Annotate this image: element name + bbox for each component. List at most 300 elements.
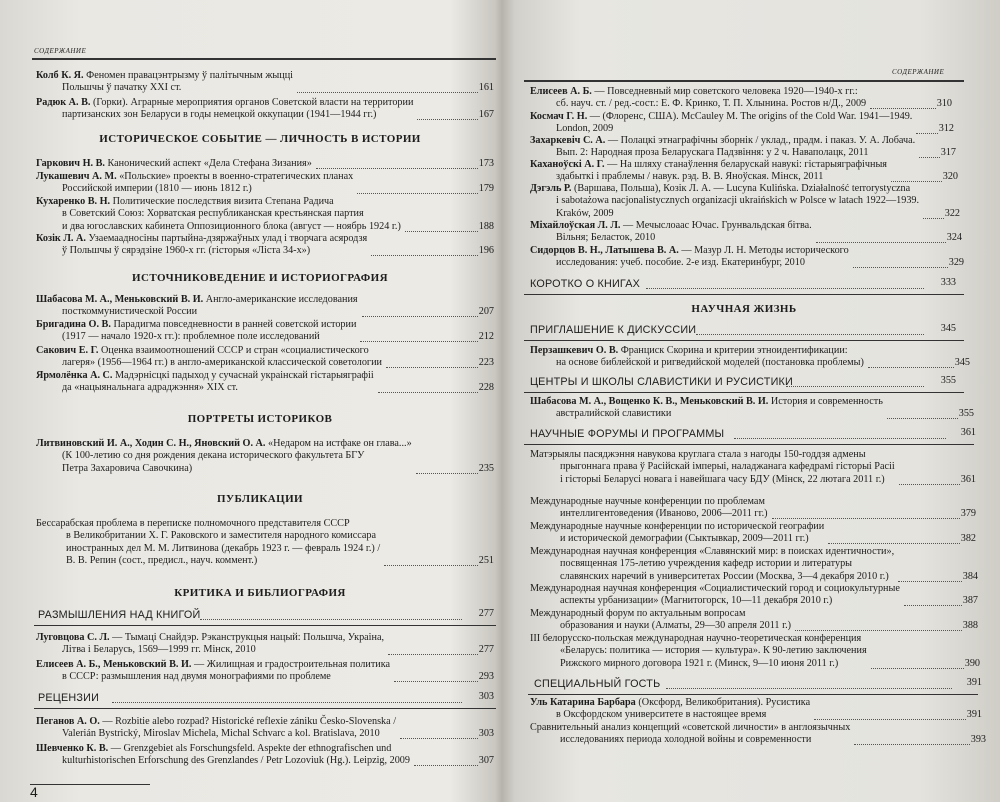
toc-title-text: «Недаром на истфаке он глава...» [268,438,412,449]
toc-title-text: Международная научная конференция «Социалистический город и социокультурные [530,583,900,594]
leader-dots [871,668,964,669]
leader-dots [854,744,970,745]
page-ref: 207 [478,306,494,318]
toc-entry [530,449,895,486]
page-ref: 345 [940,323,956,334]
toc-entry-line [530,496,768,508]
toc-author: Космач Г. Н. [530,111,590,122]
toc-author: Ярмолёнка А. С. [36,370,115,381]
toc-entry-line [36,97,413,109]
page-ref: 324 [946,232,962,244]
toc-title-text: (Варшава, Польша), Козік Л. А. — Lucyna Kulińska. Działalność terrorystyczna [573,183,911,194]
toc-entry-line [530,474,895,486]
toc-entry-line [530,620,791,632]
leader-dots [384,565,478,566]
toc-entry [530,220,812,245]
toc-title-text: — Мазур Л. Н. Методы исторического [681,245,849,256]
toc-entry [530,135,915,160]
subsection-title: РЕЦЕНЗИИ [38,692,100,704]
subsection-title: КОРОТКО О КНИГАХ [530,278,641,290]
leader-dots [388,654,478,655]
leader-dots [362,316,478,317]
leader-dots [814,719,966,720]
toc-title-text: kulturhistorischen Erforschung des Grenzlandes / Petr Lozoviuk (Hg.). Leipzig, 2009 [62,755,410,767]
leader-dots [919,157,940,158]
toc-entry [36,632,384,657]
subsection-title: ПРИГЛАШЕНИЕ К ДИСКУССИИ [530,324,697,336]
toc-entry-line [530,722,850,734]
page-ref: 310 [936,98,952,110]
toc-title-text: иностранных дел М. М. Литвинова (декабрь 1923 г. — февраль 1924 г.) / [66,542,381,554]
toc-title-text: — (Флоренс, США). McCauley M. The origins of the Cold War. 1941—1949. [589,111,913,122]
toc-entry-line [530,195,919,207]
toc-entry [36,743,410,768]
toc-title-text: «Беларусь: политика — история — культура». К 90-летию заключения [560,645,867,657]
toc-entry-line [36,755,410,767]
toc-entry-line [530,558,894,570]
toc-entry-line [530,408,883,420]
toc-entry-line [530,135,915,147]
toc-title-text: в СССР: размышления над двумя монографиями по проблеме [62,671,331,683]
page-ref: 167 [478,109,494,121]
right-page [510,0,1000,802]
toc-entry-line [36,357,382,369]
leader-dots [853,267,948,268]
page-ref: 173 [478,158,494,169]
toc-entry [530,159,887,184]
toc-title-text: (К 100-летию со дня рождения декана исторического факультета БГУ [62,450,365,462]
toc-entry-line [36,82,293,94]
page-ref: 322 [944,207,960,219]
page-ref: 384 [962,570,978,582]
toc-author: Елисеев А. Б., Меньковский В. И. [36,659,194,670]
toc-title-text: исследования: учеб. пособие. 2-е изд. Екатеринбург, 2010 [556,257,805,269]
toc-entry-line [36,245,367,257]
toc-author: Дэгэль Р. [530,183,574,194]
toc-entry-line [530,734,850,746]
toc-entry [530,396,883,421]
toc-author: Сакович Е. Г. [36,345,102,356]
toc-entry-line [36,183,353,195]
toc-title-text: Канонический аспект «Дела Стефана Зизания» [107,158,312,169]
leader-dots [386,367,478,368]
toc-author: Елисеев А. Б. [530,86,595,97]
leader-dots [112,702,462,703]
toc-title-text: Международная научная конференция «Славянский мир: в поисках идентичности», [530,546,895,557]
toc-title-text: Феномен правацэнтрызму ў палітычным жыцці [86,70,293,81]
page-ref: 188 [478,220,494,232]
toc-title-text: здабыткі і праблемы / навук. рэд. В. В. Яноўская. Мінск, 2011 [556,171,824,183]
toc-author: Радюк А. В. [36,97,94,108]
page-ref: 307 [478,755,494,767]
page-ref: 393 [970,734,986,746]
toc-title-text: Международные научные конференции по исторической географии [530,521,825,532]
toc-entry [530,546,894,583]
toc-entry-line [530,658,867,670]
leader-dots [904,605,962,606]
toc-title-text: Петра Захаровича Савочкина) [62,462,193,474]
toc-title-text: лагеря» (1956—1964 гг.) в англо-американской классической советологии [62,357,382,369]
leader-dots [416,473,478,474]
leader-dots [414,765,478,766]
page-ref: 223 [478,357,494,369]
toc-title-text: Бессарабская проблема в переписке полномочного представителя СССР [36,518,350,529]
toc-title-text: интеллигентоведения (Иваново, 2006—2011 гг.) [560,508,768,520]
page-ref: 329 [948,257,964,269]
footer-rule [30,784,150,785]
toc-title-text: Вільня; Беласток, 2010 [556,232,656,244]
toc-entry [36,233,367,258]
toc-entry-line [36,294,358,306]
page-ref: 317 [940,147,956,159]
toc-title-text: — Rozbitie alebo rozpad? Historické reflexie zániku Česko-Slovenska / [102,716,397,727]
leader-dots [828,543,960,544]
toc-entry [36,518,380,568]
toc-author: Шевченко К. В. [36,743,111,754]
toc-author: Шабасова М. А., Вощенко К. В., Меньковский В. И. [530,396,771,407]
page-ref: 382 [960,533,976,545]
toc-title-text: партизанских зон Беларуси в годы немецкой оккупации (1941—1944 гг.) [62,109,377,121]
leader-dots [795,630,962,631]
toc-author: Уль Катарина Барбара [530,697,639,708]
toc-entry-line [36,632,384,644]
toc-title-text: образования и науки (Алматы, 29—30 апреля 2011 г.) [560,620,792,632]
toc-title-text: Политические последствия визита Степана Радича [112,196,334,207]
subsection-rule [524,444,974,445]
toc-author: Кухаренко В. Н. [36,196,113,207]
toc-title-text: Матэрыялы пасяджэння навукова круглага стала з нагоды 150-годдзя адмены [530,449,866,460]
toc-entry-line [530,208,919,220]
toc-entry [36,716,396,741]
toc-entry [530,345,864,370]
page-ref: 391 [966,677,982,688]
toc-entry-line [530,257,849,269]
page-ref: 251 [478,555,494,567]
toc-entry-line [530,357,864,369]
page-ref: 390 [964,657,980,669]
toc-title-text: да «нацыянальнага адраджэння» XIX ст. [62,382,238,394]
toc-entry [36,370,374,395]
toc-title-text: — Мечыслоаас Ючас. Грунвальдская бітва. [623,220,812,231]
toc-title-text: Рижского мирного договора 1921 г. (Минск, 9—10 июня 2011 г.) [560,657,839,669]
subsection-rule [524,294,964,295]
toc-title-text: «Польские» проекты в военно-стратегических планах [119,171,354,182]
toc-title-text: История и современность [770,396,883,407]
page-ref: 388 [962,620,978,632]
toc-title-text: В. В. Репин (сост., предисл., науч. коммент.) [66,555,258,567]
toc-title-text: London, 2009 [556,123,614,135]
toc-entry [530,722,850,747]
leader-dots [870,108,936,109]
leader-dots [923,218,944,219]
toc-title-text: сб. науч. ст. / ред.-сост.: Е. Ф. Кринко, Т. П. Хлынина. Ростов н/Д., 2009 [556,98,867,110]
page-ref: 361 [960,427,976,438]
toc-title-text: — Grenzgebiet als Forschungsfeld. Aspekte der ethnografischen und [110,743,392,754]
leader-dots [868,367,954,368]
toc-entry-line [36,463,412,475]
toc-title-text: Международный форум по актуальным вопросам [530,608,746,619]
toc-title-text: i sabotażowa nacjonalistycznych organizacji ukraińskich w Polsce w latach 1922—1939. [556,195,920,207]
toc-title-text: Valerián Bystrický, Miroslav Michela, Michal Schvarc a kol. Bratislava, 2010 [62,728,380,740]
leader-dots [887,418,958,419]
toc-title-text: Мадэрнісцкі падыход у сучаснай украінскай гістарыяграфіі [115,370,374,381]
leader-dots [417,119,478,120]
leader-dots [394,681,478,682]
toc-entry-line [36,370,374,382]
toc-title-text: — Тымаці Снайдэр. Рэканструкцыя нацый: Польшча, Украіна, [112,632,385,643]
toc-entry-line [530,546,894,558]
page-ref: 312 [938,123,954,135]
toc-title-text: славянских наречий в университетах России (Москва, 3—4 декабря 2010 г.) [560,570,889,582]
leader-dots [666,688,952,689]
toc-title-text: (1917 — начало 1920-х гг.): проблемное поле исследований [62,331,320,343]
page-ref: 277 [478,608,494,619]
toc-title-text: в Оксфордском университете в настоящее время [556,709,767,721]
toc-entry-line [36,345,382,357]
toc-entry-line [530,98,866,110]
toc-entry-line [36,716,396,728]
toc-entry-line [530,521,824,533]
toc-author: Перзашкевич О. В. [530,345,621,356]
leader-dots [360,341,478,342]
toc-title-text: — Повседневный мир советского человека 1920—1940-х гг.: [594,86,858,97]
toc-entry [530,521,824,546]
subsection-rule [34,625,496,626]
toc-author: Шабасова М. А., Меньковский В. И. [36,294,206,305]
page-ref: 161 [478,82,494,94]
toc-entry-line [530,583,900,595]
page-ref: 391 [966,709,982,721]
header-rule [524,80,964,82]
toc-entry-line [530,461,895,473]
toc-title-text: в Советский Союз: Хорватская республиканская крестьянская партия [62,208,364,220]
toc-entry [530,183,919,220]
page-ref: 293 [478,671,494,683]
leader-dots [357,193,478,194]
page-ref: 333 [940,277,956,288]
leader-dots [316,168,478,169]
toc-entry-line [530,123,912,135]
toc-title-text: в Великобритании Х. Г. Раковского и заместителя народного комиссара [66,530,377,542]
toc-entry-line [36,555,380,567]
header-rule [32,58,496,60]
toc-title-text: — Полацкі этнаграфічны зборнік / уклад., прадм. і паказ. У. А. Лобача. [607,135,916,146]
page-ref: 387 [962,595,978,607]
toc-entry [530,697,810,722]
toc-entry-line [530,533,824,545]
page-ref: 228 [478,382,494,394]
leader-dots [378,392,478,393]
toc-entry-line [530,697,810,709]
leader-dots [646,288,924,289]
toc-entry-line [530,183,919,195]
page-ref: 379 [960,508,976,520]
toc-title-text: Парадигма повседневности в ранней советской истории [113,319,357,330]
page-ref: 361 [960,473,976,485]
subsection-rule [524,392,964,393]
toc-entry [530,86,866,111]
leader-dots [916,133,938,134]
toc-title-text: (Горки). Аграрные мероприятия органов Советской власти на территории [93,97,414,108]
toc-entry-line [36,306,358,318]
toc-title-text: Российской империи (1810 — июнь 1812 г.) [62,183,252,195]
toc-entry [530,633,867,670]
toc-title-text: — Жилищная и градостроительная политика [194,659,391,670]
toc-entry-line [530,449,895,461]
toc-title-text: Узаемаадносіны партыйна-дзяржаўных улад і творчага асяродзя [88,233,368,244]
subsection-title: РАЗМЫШЛЕНИЯ НАД КНИГОЙ [38,609,201,621]
toc-entry-line [36,382,374,394]
page-ref: 277 [478,644,494,656]
toc-author: Бригадина О. В. [36,319,114,330]
toc-title-text: — На шляху станаўлення беларускай навукі: гістарыяграфічныя [607,159,887,170]
toc-entry-line [530,396,883,408]
toc-entry-line [530,709,810,721]
toc-entry [36,158,312,170]
toc-entry-line [530,232,812,244]
toc-author: Каханоўскі А. Г. [530,159,608,170]
toc-entry-line [36,109,413,121]
toc-entry [36,171,353,196]
toc-author: Гаркович Н. В. [36,158,108,169]
toc-entry-line [36,450,412,462]
page-ref: 355 [958,408,974,420]
toc-entry [36,70,293,95]
toc-author: Козік Л. А. [36,233,89,244]
toc-entry [530,583,900,608]
subsection-rule [528,694,978,695]
leader-dots [891,181,942,182]
toc-author: Лукашевич А. М. [36,171,120,182]
toc-title-text: і гісторыі Беларусі новага і навейшага часу БДУ (Мінск, 22 лютага 2011 г.) [560,473,885,485]
section-title: ИСТОРИЧЕСКОЕ СОБЫТИЕ — ЛИЧНОСТЬ В ИСТОРИИ [99,133,421,145]
toc-entry [36,294,358,319]
leader-dots [696,334,924,335]
toc-entry-line [530,571,894,583]
page-number: 4 [30,784,38,800]
section-title: ПОРТРЕТЫ ИСТОРИКОВ [187,413,333,425]
toc-title-text: аспекты урбанизации» (Магнитогорск, 10—11 декабря 2010 г.) [560,595,833,607]
leader-dots [786,386,924,387]
toc-entry-line [36,171,353,183]
leader-dots [898,581,962,582]
toc-title-text: и исторической демографии (Сыктывкар, 2009—2011 гг.) [560,533,809,545]
toc-author: Литвиновский И. А., Ходин С. Н., Яновский О. А. [36,438,269,449]
running-head: СОДЕРЖАНИЕ [34,47,87,55]
section-title: КРИТИКА И БИБЛИОГРАФИЯ [174,587,346,599]
toc-title-text: посвященная 175-летию учреждения кафедр истории и литературы [560,558,853,570]
subsection-title: НАУЧНЫЕ ФОРУМЫ И ПРОГРАММЫ [530,428,725,440]
toc-author: Захаркевіч С. А. [530,135,608,146]
toc-entry-line [36,728,396,740]
toc-entry-line [530,220,812,232]
toc-entry-line [36,659,390,671]
leader-dots [297,92,478,93]
toc-entry-line [530,595,900,607]
toc-entry-line [36,331,356,343]
section-title: НАУЧНАЯ ЖИЗНЬ [691,303,797,315]
subsection-rule [524,340,964,341]
toc-entry-line [36,743,410,755]
toc-entry-line [530,147,915,159]
page-ref: 345 [954,357,970,369]
leader-dots [400,738,478,739]
toc-entry-line [530,86,866,98]
toc-title-text: Сравнительный анализ концепций «советской личности» в англоязычных [530,722,851,733]
toc-author: Сидорцов В. Н., Латышева В. А. [530,245,682,256]
subsection-rule [34,708,496,709]
toc-entry-line [36,233,367,245]
toc-entry-line [530,645,867,657]
toc-entry [36,659,390,684]
toc-title-text: Вып. 2: Народная проза Беларускага Падзвіння: у 2 ч. Наваполацк, 2011 [556,147,869,159]
page-ref: 355 [940,375,956,386]
toc-author: Пеганов А. О. [36,716,103,727]
toc-entry-line [530,345,864,357]
toc-title-text: ў Польшчы ў сярэдзіне 1960-х гг. (гісторыя «Ліста 34-х») [62,245,311,257]
toc-title-text: Англо-американские исследования [205,294,358,305]
leader-dots [200,619,462,620]
subsection-title: СПЕЦИАЛЬНЫЙ ГОСТЬ [534,678,661,690]
toc-entry-line [36,518,380,530]
toc-title-text: Международные научные конференции по проблемам [530,496,765,507]
toc-entry-line [36,196,401,208]
leader-dots [816,242,946,243]
page-ref: 179 [478,183,494,195]
toc-title-text: Оценка взаимоотношений СССР и стран «социалистического [101,345,369,356]
toc-entry [530,111,912,136]
toc-entry-line [36,543,380,555]
section-title: ПУБЛИКАЦИИ [217,493,303,505]
leader-dots [371,255,478,256]
toc-entry-line [36,319,356,331]
running-head: СОДЕРЖАНИЕ [892,68,945,76]
toc-author: Колб К. Я. [36,70,87,81]
toc-entry [530,608,791,633]
toc-entry [36,438,412,475]
toc-entry [36,196,401,233]
page-ref: 303 [478,691,494,702]
toc-title-text: (Оксфорд, Великобритания). Русистика [638,697,811,708]
toc-entry-line [530,633,867,645]
toc-title-text: посткоммунистической России [62,306,198,318]
toc-entry-line [36,530,380,542]
toc-entry-line [36,438,412,450]
leader-dots [772,518,960,519]
toc-entry-line [36,221,401,233]
page-ref: 320 [942,171,958,183]
toc-entry-line [530,508,768,520]
toc-author: Луговцова С. Л. [36,632,113,643]
toc-title-text: Літва і Беларусь, 1569—1999 гг. Мінск, 2010 [62,644,256,656]
page-ref: 196 [478,245,494,257]
page-ref: 212 [478,331,494,343]
toc-title-text: Франциск Скорина и критерии этноидентификации: [620,345,848,356]
toc-title-text: III белорусско-польская международная научно-теоретическая конференция [530,633,862,644]
leader-dots [734,438,946,439]
subsection-title: ЦЕНТРЫ И ШКОЛЫ СЛАВИСТИКИ И РУСИСТИКИ [530,376,793,388]
toc-entry-line [530,608,791,620]
page-ref: 235 [478,462,494,474]
toc-entry [36,345,382,370]
toc-entry-line [530,171,887,183]
leader-dots [405,231,478,232]
toc-entry-line [530,245,849,257]
toc-entry [530,245,849,270]
toc-entry-line [36,644,384,656]
toc-entry-line [36,671,390,683]
toc-title-text: Kraków, 2009 [556,207,614,219]
